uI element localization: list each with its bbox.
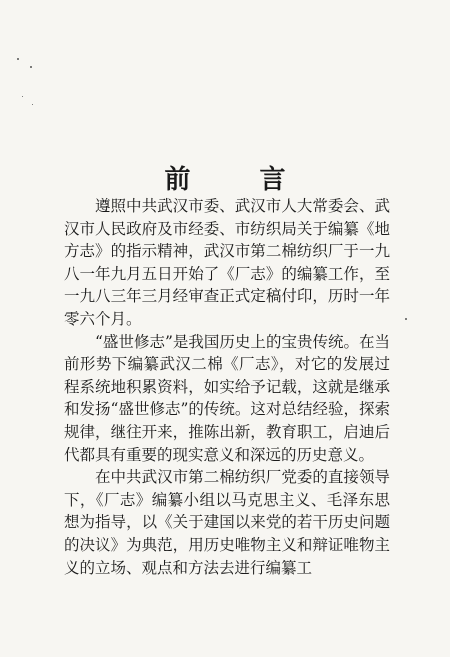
scan-speck: [17, 58, 19, 60]
body-text: [64, 195, 390, 579]
scan-speck: [22, 96, 23, 97]
paragraph-2: “盛世修志”是我国历史上的宝贵传统。在当前形势下编纂武汉二棉《厂志》，对它的发展过程系统地积累资料，如实给予记载，这就是继承和发扬“盛世修志”的传统。这对总结经验，探索规律，继往开来，推陈出新，教育职工，启迪后代都具有重要的现实意义和深远的历史意义。: [64, 332, 390, 464]
scan-speck: [32, 104, 33, 105]
paragraph-3: 在中共武汉市第二棉纺织厂党委的直接领导下，《厂志》编纂小组以马克思主义、毛泽东思想为指导，以《关于建国以来党的若干历史问题的决议》为典范，用历史唯物主义和辩证唯物主义的立场、观点和方法去进行编纂工: [64, 468, 390, 577]
paragraph-1: 遵照中共武汉市委、武汉市人大常委会、武汉市人民政府及市经委、市纺织局关于编纂《地方志》的指示精神，武汉市第二棉纺织厂于一九八一年九月五日开始了《厂志》的编纂工作，至一九八三年三月经审查正式定稿付印，历时一年零六个月。: [64, 197, 390, 328]
scan-speck: [405, 318, 407, 320]
page-title: 前 言: [164, 165, 316, 196]
scan-speck: [30, 66, 32, 68]
